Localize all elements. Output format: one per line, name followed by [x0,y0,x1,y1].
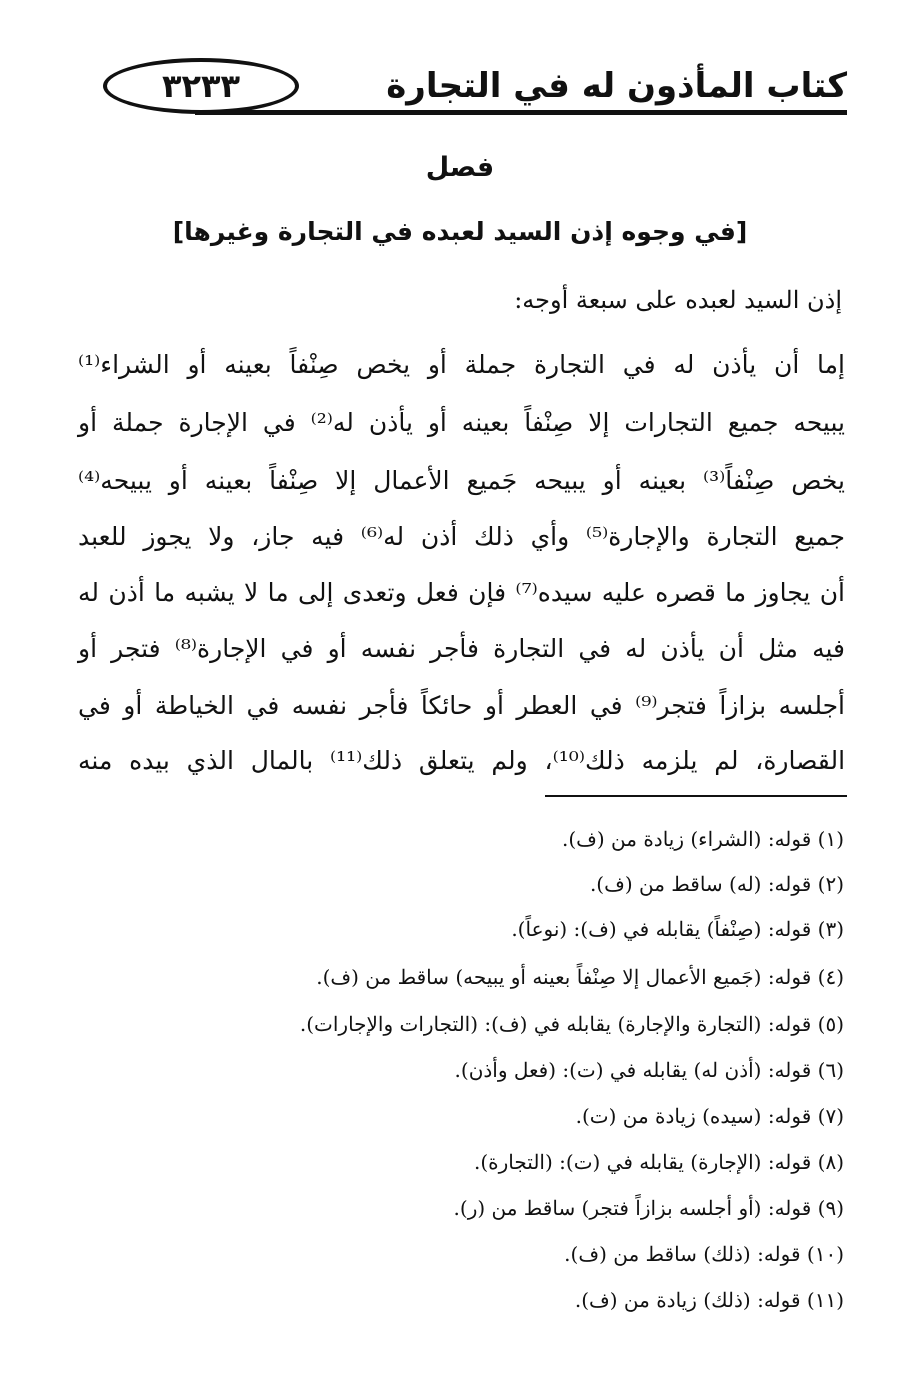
footnote: (٣) قوله: (صِنْفاً) يقابله في (ف): (نوعاً). [511,917,844,941]
footnote: (١) قوله: (الشراء) زيادة من (ف). [561,827,844,851]
footnote: (١٠) قوله: (ذلك) ساقط من (ف). [564,1242,844,1266]
section-subtitle: [في وجوه إذن السيد لعبده في التجارة وغيرها] [172,217,748,246]
body-line: فيه مثل أن يأذن له في التجارة فأجر نفسه أو في الإجارة⁽⁸⁾ فتجر أو [78,634,845,663]
body-line: أن يجاوز ما قصره عليه سيده⁽⁷⁾ فإن فعل وتعدى إلى ما لا يشبه ما أذن له [78,578,845,607]
footnote: (٨) قوله: (الإجارة) يقابله في (ت): (التجارة). [474,1150,844,1174]
section-title: فصل [425,152,495,183]
body-line: إما أن يأذن له في التجارة جملة أو يخص صِنْفاً بعينه أو الشراء⁽¹⁾ [78,350,845,379]
body-line: أجلسه بزازاً فتجر⁽⁹⁾ في العطر أو حائكاً فأجر نفسه في الخياطة أو في [78,691,845,720]
page-number: ٣٢٣٣ [103,58,299,114]
footnote-divider [545,795,847,797]
body-line: جميع التجارة والإجارة⁽⁵⁾ وأي ذلك أذن له⁽⁶⁾ فيه جاز، ولا يجوز للعبد [78,522,846,551]
footnote: (١١) قوله: (ذلك) زيادة من (ف). [574,1288,844,1312]
footnote: (٥) قوله: (التجارة والإجارة) يقابله في (ف): (التجارات والإجارات). [299,1012,844,1036]
intro-paragraph: إذن السيد لعبده على سبعة أوجه: [514,286,842,314]
footnote: (٧) قوله: (سيده) زيادة من (ت). [575,1104,844,1128]
footnote: (٩) قوله: (أو أجلسه بزازاً فتجر) ساقط من (ر). [453,1196,844,1220]
body-line: يبيحه جميع التجارات إلا صِنْفاً بعينه أو يأذن له⁽²⁾ في الإجارة جملة أو [78,408,845,437]
footnote: (٦) قوله: (أذن له) يقابله في (ت): (فعل وأذن). [454,1058,844,1082]
footnote: (٤) قوله: (جَميع الأعمال إلا صِنْفاً بعينه أو يبيحه) ساقط من (ف). [316,965,844,989]
footnote: (٢) قوله: (له) ساقط من (ف). [589,872,844,896]
page-header [95,58,847,120]
book-title: كتاب المأذون له في التجارة [386,66,847,106]
header-divider [195,110,847,115]
body-line: يخص صِنْفاً⁽³⁾ بعينه أو يبيحه جَميع الأعمال إلا صِنْفاً بعينه أو يبيحه⁽⁴⁾ [78,466,845,495]
body-line: القصارة، لم يلزمه ذلك⁽¹⁰⁾، ولم يتعلق ذلك⁽¹¹⁾ بالمال الذي بيده منه [78,746,846,775]
